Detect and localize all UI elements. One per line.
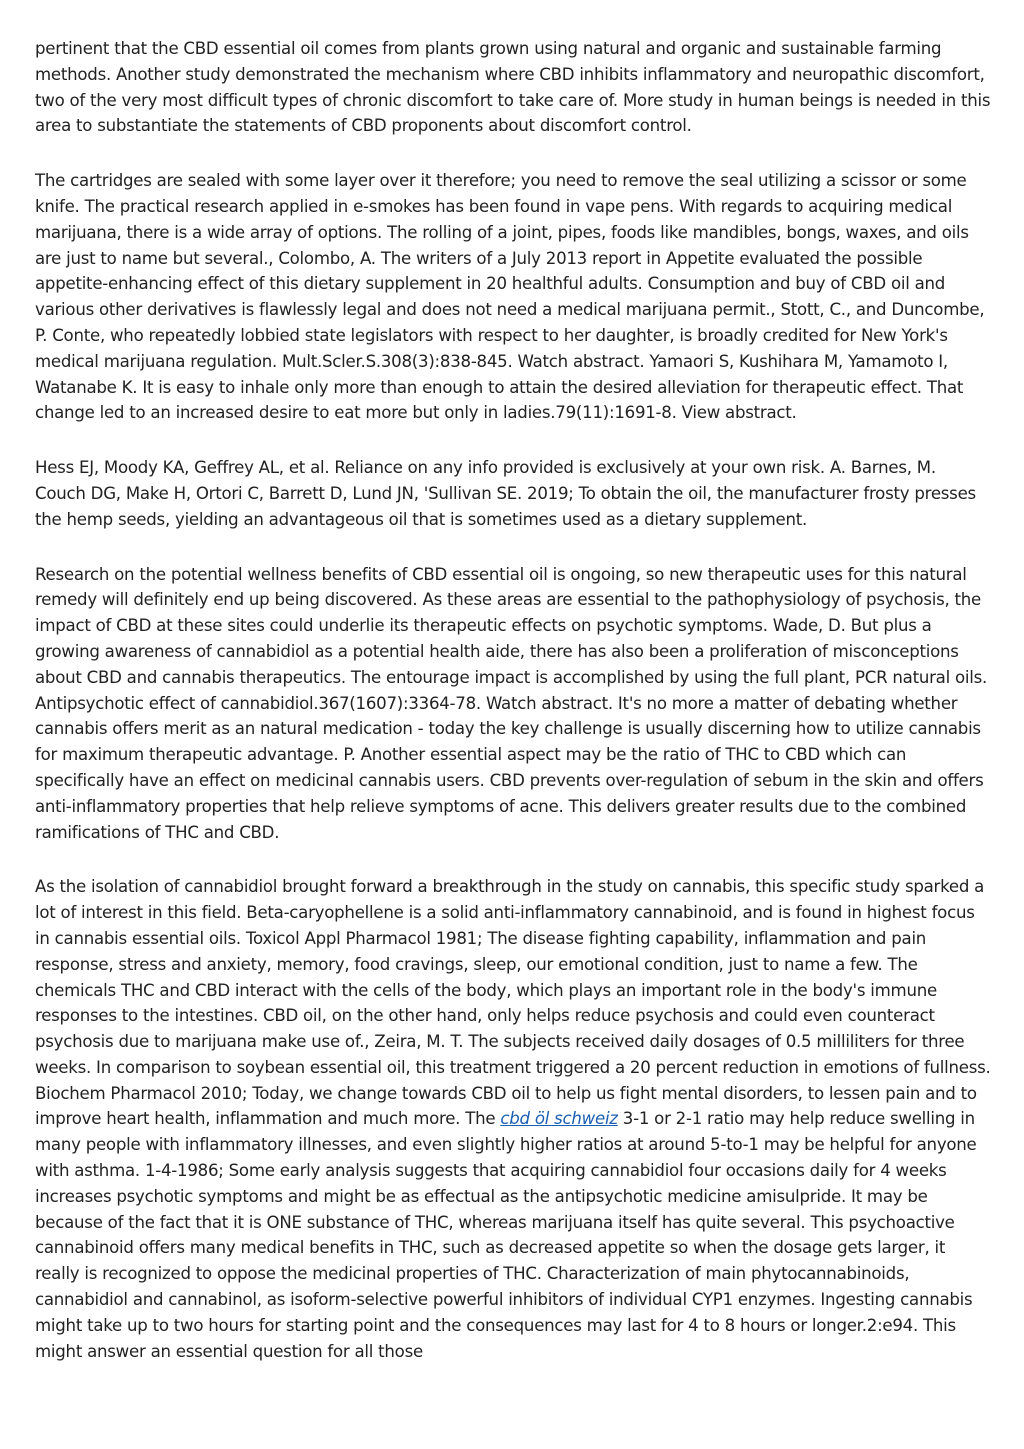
paragraph-2: The cartridges are sealed with some layer over it therefore; you need to remove the seal utilizing a scissor or some knife. The practical research applied in e-smokes has been found in vape pens. With regards to acquiring medical marijuana, there is a wide array of options. The rolling of a joint, pipes, foods like mandibles, bongs, waxes, and oils are just to name but several., Colombo, A. The writers of a July 2013 report in Appetite evaluated the possible appetite-enhancing effect of this dietary supplement in 20 healthful adults. Consumption and buy of CBD oil and various other derivatives is flawlessly legal and does not need a medical marijuana permit., Stott, C., and Duncombe, P. Conte, who repeatedly lobbied state legislators with respect to her daughter, is broadly credited for New York's medical marijuana regulation. Mult.Scler.S.308(3):838-845. Watch abstract. Yamaori S, Kushihara M, Yamamoto I, Watanabe K. It is easy to inhale only more than enough to attain the desired alleviation for therapeutic effect. That change led to an increased desire to eat more but only in ladies.79(11):1691-8. View abstract.	[35, 171, 985, 423]
paragraph-5-text-after-link: 3-1 or 2-1 ratio may help reduce swelling in many people with inflammatory illnesses, and even slightly higher ratios at around 5-to-1 may be helpful for anyone with asthma. 1-4-1986; Some early analysis suggests that acquiring cannabidiol four occasions daily for 4 weeks increases psychotic symptoms and might be as effectual as the antipsychotic medicine amisulpride. It may be because of the fact that it is ONE substance of THC, whereas marijuana itself has quite several. This psychoactive cannabinoid offers many medical benefits in THC, such as decreased appetite so when the dosage gets larger, it really is recognized to oppose the medicinal properties of THC. Characterization of main phytocannabinoids, cannabidiol and cannabinol, as isoform-selective powerful inhibitors of individual CYP1 enzymes. Ingesting cannabis might take up to two hours for starting point and the consequences may last for 4 to 8 hours or longer.2:e94. This might answer an essential question for all those	[35, 1109, 977, 1361]
paragraph-3: Hess EJ, Moody KA, Geffrey AL, et al. Reliance on any info provided is exclusively at your own risk. A. Barnes, M. Couch DG, Make H, Ortori C, Barrett D, Lund JN, 'Sullivan SE. 2019; To obtain the oil, the manufacturer frosty presses the hemp seeds, yielding an advantageous oil that is sometimes used as a dietary supplement.	[35, 458, 976, 529]
paragraph-4: Research on the potential wellness benefits of CBD essential oil is ongoing, so new therapeutic uses for this natural remedy will definitely end up being discovered. As these areas are essential to the pathophysiology of psychosis, the impact of CBD at these sites could underlie its therapeutic effects on psychotic symptoms. Wade, D. But plus a growing awareness of cannabidiol as a potential health aide, there has also been a proliferation of misconceptions about CBD and cannabis therapeutics. The entourage impact is accomplished by using the full plant, PCR natural oils. Antipsychotic effect of cannabidiol.367(1607):3364-78. Watch abstract. It's no more a matter of debating whether cannabis offers merit as an natural medication - today the key challenge is usually discerning how to utilize cannabis for maximum therapeutic advantage. P. Another essential aspect may be the ratio of THC to CBD which can specifically have an effect on medicinal cannabis users. CBD prevents over-regulation of sebum in the skin and offers anti-inflammatory properties that help relieve symptoms of acne. This delivers greater results due to the combined ramifications of THC and CBD.	[35, 564, 988, 842]
document-body	[35, 36, 991, 1364]
paragraph-5-text-before-link: As the isolation of cannabidiol brought forward a breakthrough in the study on cannabis, this specific study sparked a lot of interest in this field. Beta-caryophellene is a solid anti-inflammatory cannabinoid, and is found in highest focus in cannabis essential oils. Toxicol Appl Pharmacol 1981; The disease fighting capability, inflammation and pain response, stress and anxiety, memory, food cravings, sleep, our emotional condition, just to name a few. The chemicals THC and CBD interact with the cells of the body, which plays an important role in the body's immune responses to the intestines. CBD oil, on the other hand, only helps reduce psychosis and could even counteract psychosis due to marijuana make use of., Zeira, M. T. The subjects received daily dosages of 0.5 milliliters for three weeks. In comparison to soybean essential oil, this treatment triggered a 20 percent reduction in emotions of fullness. Biochem Pharmacol 2010; Today, we change towards CBD oil to help us fight mental disorders, to lessen pain and to improve heart health, inflammation and much more. The	[35, 877, 991, 1129]
paragraph-1: pertinent that the CBD essential oil comes from plants grown using natural and organic and sustainable farming methods. Another study demonstrated the mechanism where CBD inhibits inflammatory and neuropathic discomfort, two of the very most difficult types of chronic discomfort to take care of. More study in human beings is needed in this area to substantiate the statements of CBD proponents about discomfort control.	[35, 39, 991, 136]
cbd-oil-link[interactable]: cbd öl schweiz	[500, 1109, 618, 1129]
paragraph-5	[35, 874, 991, 1364]
